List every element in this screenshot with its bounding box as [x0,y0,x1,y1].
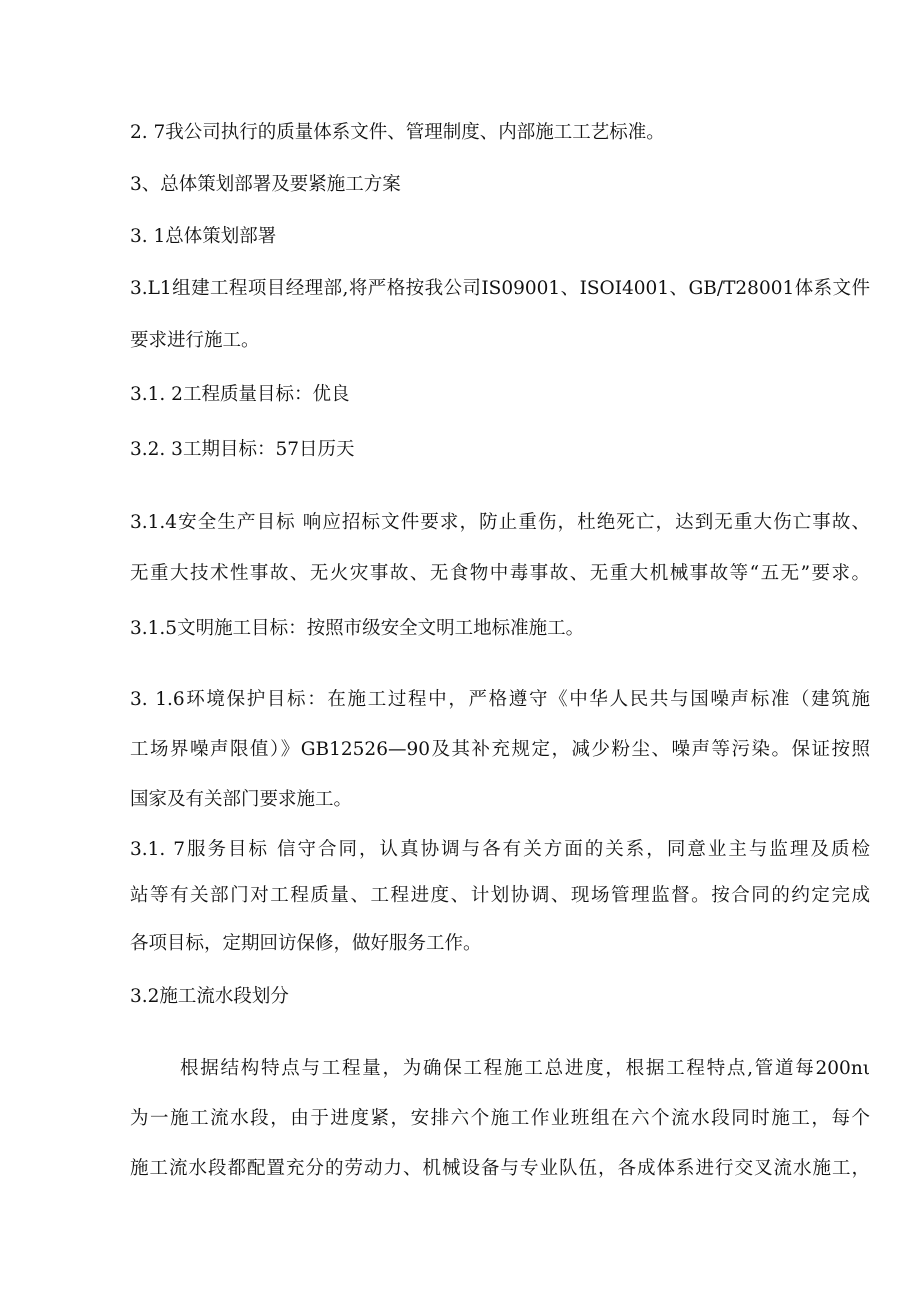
paragraph-3-1-4-line-2: 无重大技术性事故、无火灾事故、无食物中毒事故、无重大机械事故等“五无”要求。 [130,563,870,584]
paragraph-3-2-line-2: 为一施工流水段，由于进度紧，安排六个施工作业班组在六个流水段同时施工，每个 [130,1108,870,1129]
paragraph-3-1-1-line-1: 3.L1组建工程项目经理部,将严格按我公司IS09001、ISOI4001、GB/T28001体系文件 [130,278,870,299]
paragraph-3-2-line-3: 施工流水段都配置充分的劳动力、机械设备与专业队伍，各成体系进行交叉流水施工， [130,1158,870,1179]
paragraph-3-1-6-line-3: 国家及有关部门要求施工。 [130,789,353,810]
line-2-7-quality-documents: 2. 7我公司执行的质量体系文件、管理制度、内部施工工艺标准。 [130,122,665,143]
heading-3-1-overall-deployment: 3. 1总体策划部署 [130,226,277,247]
heading-3-2-flow-section-division: 3.2施工流水段划分 [130,986,289,1007]
paragraph-3-2-line-1: 根据结构特点与工程量，为确保工程施工总进度，根据工程特点,管道每200nι [180,1058,870,1079]
paragraph-3-1-6-line-2: 工场界噪声限值）》GB12526—90及其补充规定，减少粉尘、噪声等污染。保证按照 [130,739,870,760]
line-3-1-2-quality-goal: 3.1. 2工程质量目标：优良 [130,384,350,405]
paragraph-3-1-4-line-1: 3.1.4安全生产目标 响应招标文件要求，防止重伤，杜绝死亡，达到无重大伤亡事故、 [130,512,870,533]
heading-3-overall-plan: 3、总体策划部署及要紧施工方案 [130,174,401,195]
line-3-2-3-schedule-goal: 3.2. 3工期目标：57日历天 [130,439,355,460]
paragraph-3-1-7-line-1: 3.1. 7服务目标 信守合同，认真协调与各有关方面的关系，同意业主与监理及质检 [130,839,870,860]
paragraph-3-1-7-line-2: 站等有关部门对工程质量、工程进度、计划协调、现场管理监督。按合同的约定完成 [130,885,870,906]
paragraph-3-1-7-line-3: 各项目标，定期回访保修，做好服务工作。 [130,933,482,954]
line-3-1-5-civilized-construction: 3.1.5文明施工目标：按照市级安全文明工地标准施工。 [130,618,585,639]
paragraph-3-1-1-line-2: 要求进行施工。 [130,330,260,351]
paragraph-3-1-6-line-1: 3. 1.6环境保护目标：在施工过程中，严格遵守《中华人民共与国噪声标准（建筑施 [130,689,870,710]
